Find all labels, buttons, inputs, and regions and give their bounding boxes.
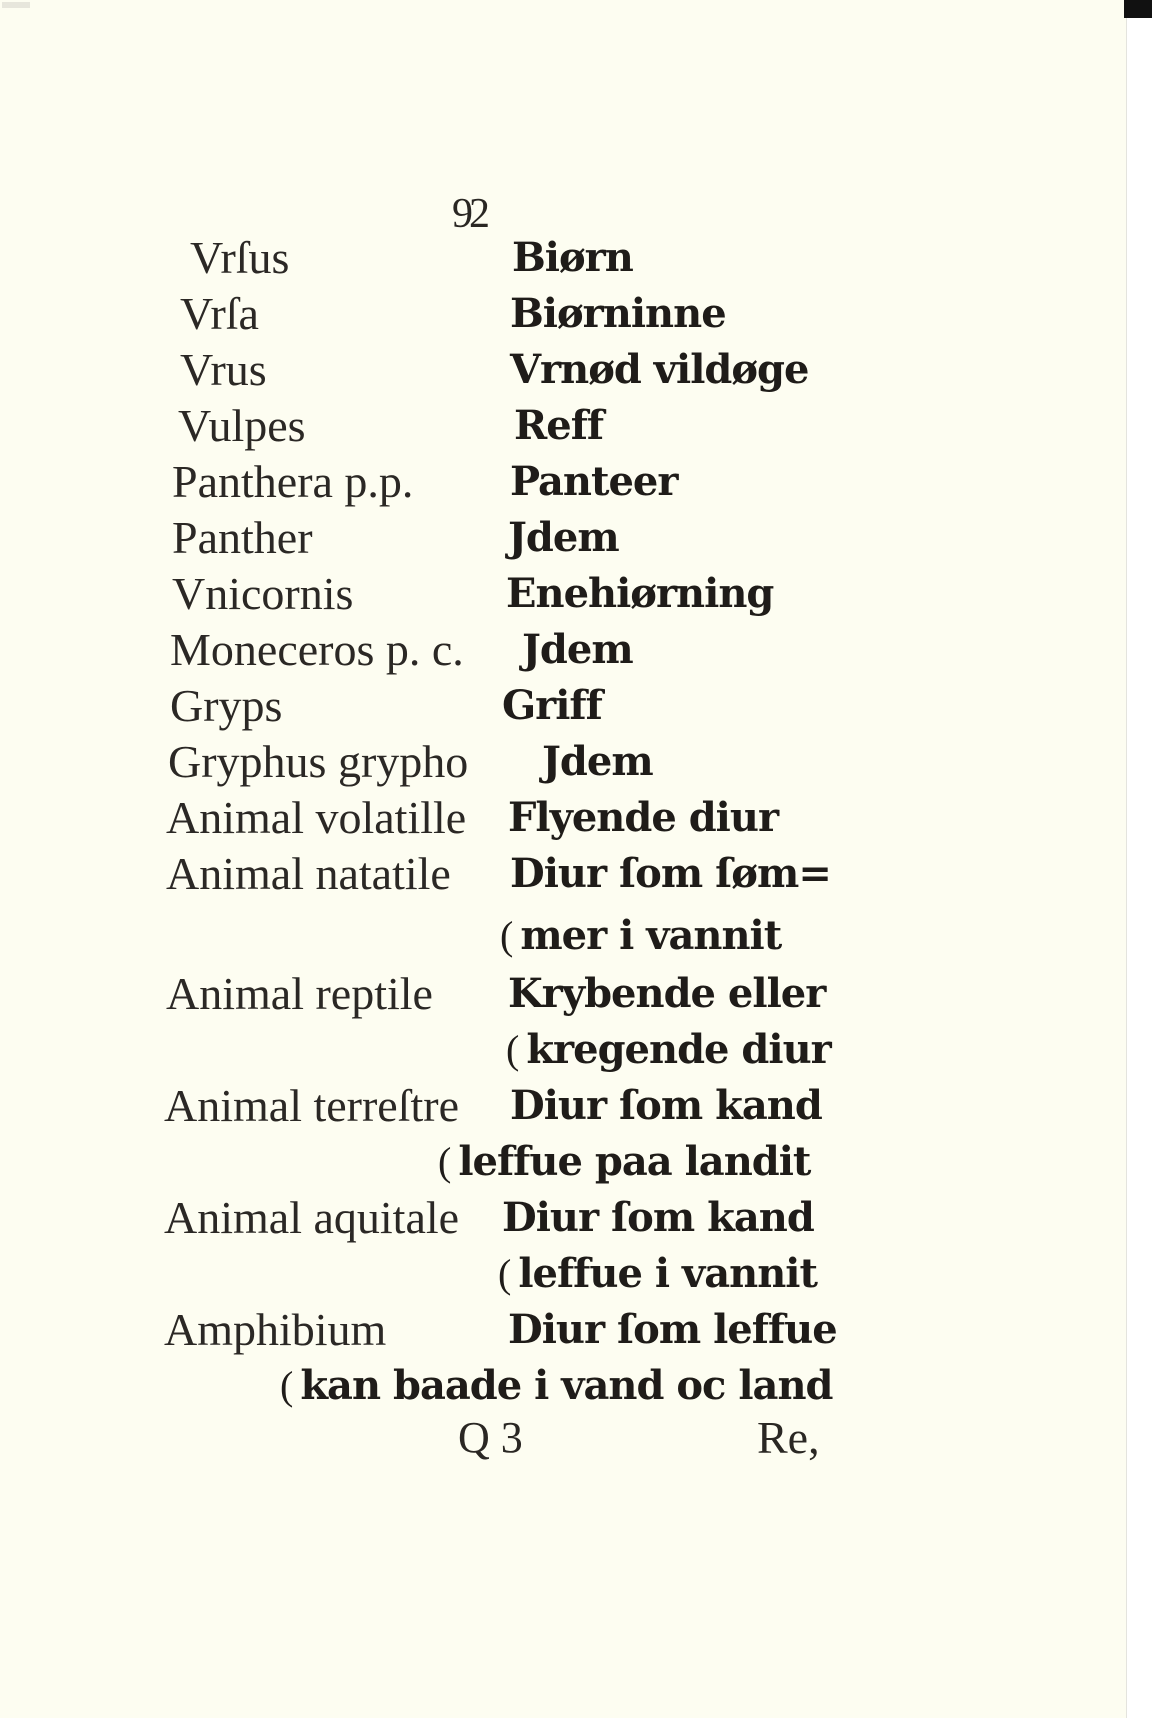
continuation-bracket: ( xyxy=(498,1251,511,1296)
continuation-text: leffue i vannit xyxy=(518,1250,817,1297)
latin-term: Gryps xyxy=(170,680,283,731)
continuation-bracket: ( xyxy=(506,1027,519,1072)
continuation-text: leffue paa landit xyxy=(458,1138,811,1185)
danish-term: Biørninne xyxy=(510,290,726,337)
entry-continuation xyxy=(0,908,1152,964)
latin-term: Amphibium xyxy=(164,1304,387,1355)
entry-continuation xyxy=(0,1358,1152,1414)
entry-row xyxy=(0,398,1152,454)
entry-row xyxy=(0,1078,1152,1134)
entry-row xyxy=(0,230,1152,286)
continuation-text: kan baade i vand oc land xyxy=(300,1362,833,1409)
entry-continuation xyxy=(0,1022,1152,1078)
latin-term: Animal reptile xyxy=(166,968,433,1019)
entry-row xyxy=(0,678,1152,734)
continuation-text: mer i vannit xyxy=(520,912,782,959)
danish-term: Diur ſom ſøm= xyxy=(510,850,831,897)
danish-term: Jdem xyxy=(542,738,653,785)
danish-term: Diur ſom kand xyxy=(510,1082,822,1129)
entry-row xyxy=(0,966,1152,1022)
continuation-bracket: ( xyxy=(280,1363,293,1408)
latin-term: Vulpes xyxy=(178,400,306,451)
danish-term: Diur ſom kand xyxy=(502,1194,814,1241)
latin-term: Vnicornis xyxy=(172,568,354,619)
signature-mark: Q 3 xyxy=(458,1413,523,1462)
danish-term: Griff xyxy=(502,682,602,729)
danish-term: Jdem xyxy=(508,514,619,561)
entry-row xyxy=(0,846,1152,902)
latin-term: Vrus xyxy=(180,344,267,395)
latin-term: Animal terreſtre xyxy=(164,1080,460,1131)
entry-row xyxy=(0,734,1152,790)
entry-row xyxy=(0,790,1152,846)
entry-row xyxy=(0,342,1152,398)
danish-term: Reff xyxy=(514,402,604,449)
entry-continuation xyxy=(0,1246,1152,1302)
latin-term: Animal natatile xyxy=(166,848,451,899)
continuation-bracket: ( xyxy=(438,1139,451,1184)
entry-row xyxy=(0,1190,1152,1246)
latin-term: Moneceros p. c. xyxy=(170,624,464,675)
entry-row xyxy=(0,1302,1152,1358)
danish-continuation xyxy=(506,1022,831,1078)
latin-term: Vrſa xyxy=(180,288,259,339)
latin-term: Animal volatille xyxy=(166,792,467,843)
danish-term: Enehiørning xyxy=(506,570,774,617)
entry-continuation xyxy=(0,1134,1152,1190)
danish-continuation xyxy=(498,1246,817,1302)
latin-term: Animal aquitale xyxy=(164,1192,460,1243)
entry-row xyxy=(0,566,1152,622)
entry-row xyxy=(0,454,1152,510)
danish-continuation xyxy=(438,1134,810,1190)
danish-term: Diur ſom leffue xyxy=(508,1306,837,1353)
entry-row xyxy=(0,510,1152,566)
continuation-text: kregende diur xyxy=(526,1026,831,1073)
danish-term: Flyende diur xyxy=(508,794,779,841)
latin-term: Panther xyxy=(172,512,313,563)
danish-term: Krybende eller xyxy=(508,970,826,1017)
danish-term: Vrnød vildøge xyxy=(510,346,809,393)
entry-row xyxy=(0,286,1152,342)
danish-term: Panteer xyxy=(510,458,678,505)
danish-continuation xyxy=(280,1358,833,1414)
danish-continuation xyxy=(500,908,781,964)
latin-term: Vrſus xyxy=(190,232,290,283)
danish-term: Biørn xyxy=(512,234,633,281)
continuation-bracket: ( xyxy=(500,913,513,958)
catchword: Re, xyxy=(757,1412,820,1463)
latin-term: Panthera p.p. xyxy=(172,456,414,507)
latin-term: Gryphus grypho xyxy=(168,736,469,787)
entry-row xyxy=(0,622,1152,678)
danish-term: Jdem xyxy=(522,626,633,673)
page-number: 92 xyxy=(452,191,486,237)
